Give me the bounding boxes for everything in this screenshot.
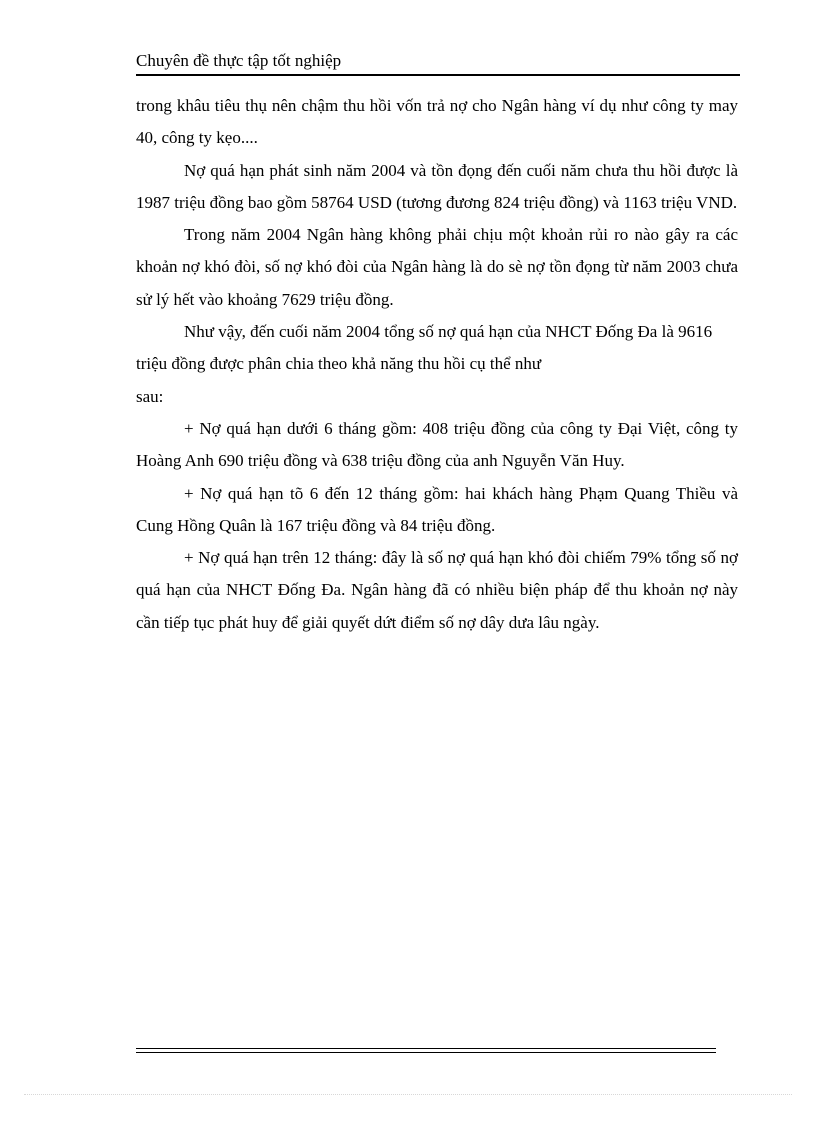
list-item-under-6-months: + Nợ quá hạn dưới 6 tháng gồm: 408 triệu đồng của công ty Đại Việt, công ty Hoàng Anh 690 triệu đồng và 638 triệu đồng của anh Nguyễn Văn Huy.: [136, 418, 738, 471]
document-body: [136, 90, 738, 639]
paragraph-total-overdue: Như vậy, đến cuối năm 2004 tổng số nợ quá hạn của NHCT Đống Đa là 9616 triệu đồng được phân chia theo khả năng thu hồi cụ thể như: [136, 322, 713, 374]
list-item-over-12-months: + Nợ quá hạn trên 12 tháng: đây là số nợ quá hạn khó đòi chiếm 79% tổng số nợ quá hạn của NHCT Đống Đa. Ngân hàng đã có nhiều biện pháp để thu khoản nợ này cần tiếp tục phát huy để giải quyết dứt điểm số nợ dây dưa lâu ngày.: [136, 548, 738, 632]
paragraph-sau: sau:: [136, 386, 164, 406]
paragraph-overdue-debt-2004: Nợ quá hạn phát sinh năm 2004 và tồn đọng đến cuối năm chưa thu hồi được là 1987 triệu đồng bao gồm 58764 USD (tương đương 824 triệu đồng) và 1163 triệu VND.: [136, 160, 738, 212]
page-bottom-dotted-line: [24, 1094, 792, 1095]
paragraph-bad-debt: Trong năm 2004 Ngân hàng không phải chịu một khoản rủi ro nào gây ra các khoản nợ khó đòi, số nợ khó đòi của Ngân hàng là do sè nợ tồn đọng từ năm 2003 chưa sử lý hết vào khoảng 7629 triệu đồng.: [136, 225, 738, 309]
list-item-6-to-12-months: + Nợ quá hạn tõ 6 đến 12 tháng gồm: hai khách hàng Phạm Quang Thiều và Cung Hồng Quân là 167 triệu đồng và 84 triệu đồng.: [136, 483, 738, 535]
paragraph-continuation: trong khâu tiêu thụ nên chậm thu hồi vốn trả nợ cho Ngân hàng ví dụ như công ty may 40, công ty kẹo....: [136, 96, 738, 148]
page-header: [136, 50, 740, 76]
footer-double-rule: [136, 1048, 716, 1053]
page-title: Chuyên đề thực tập tốt nghiệp: [136, 51, 342, 70]
